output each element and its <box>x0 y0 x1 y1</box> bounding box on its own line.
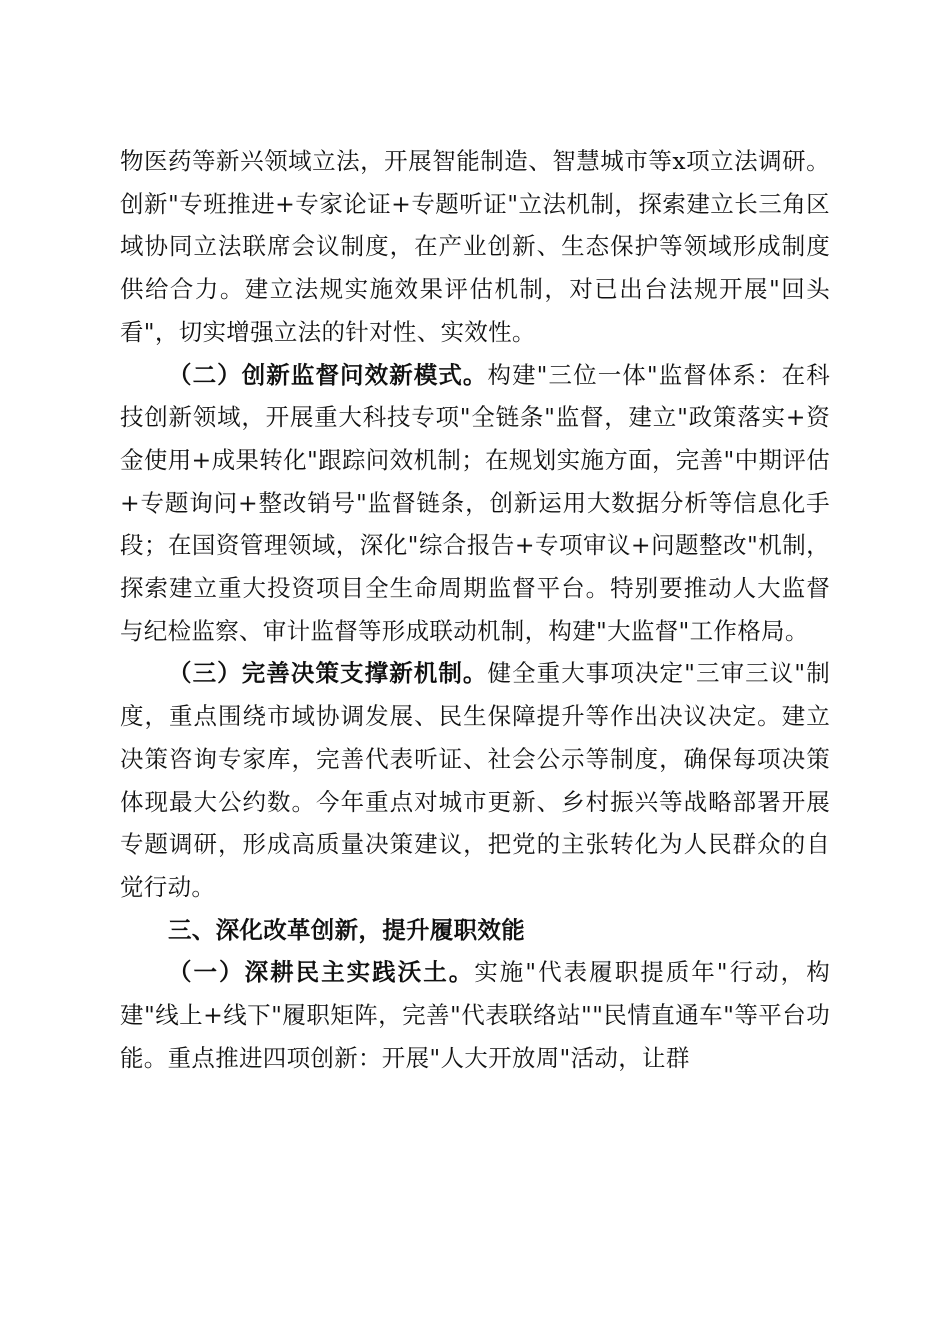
paragraph-lead-democracy: （一）深耕民主实践沃土。 <box>168 958 475 987</box>
section-heading-reform: 三、深化改革创新，提升履职效能 <box>168 915 525 944</box>
paragraph-text: 健全重大事项决定"三审三议"制度，重点围绕市域协调发展、民生保障提升等作出决议决定。建立决策咨询专家库，完善代表听证、社会公示等制度，确保每项决策体现最大公约数。今年重点对城市更新、乡村振兴等战略部署开展专题调研，形成高质量决策建议，把党的主张转化为人民群众的自觉行动。 <box>120 659 830 901</box>
paragraph-lead-decision: （三）完善决策支撑新机制。 <box>168 659 488 688</box>
paragraph-legislation-continued <box>120 140 830 354</box>
paragraph-text: 物医药等新兴领域立法，开展智能制造、智慧城市等x项立法调研。创新"专班推进+专家论证+专题听证"立法机制，探索建立长三角区域协同立法联席会议制度，在产业创新、生态保护等领域形成制度供给合力。建立法规实施效果评估机制，对已出台法规开展"回头看"，切实增强立法的针对性、实效性。 <box>120 147 830 346</box>
document-body <box>120 140 830 1079</box>
paragraph-decision <box>120 652 830 908</box>
paragraph-democracy <box>120 951 830 1079</box>
paragraph-text: 实施"代表履职提质年"行动，构建"线上+线下"履职矩阵，完善"代表联络站""民情直通车"等平台功能。重点推进四项创新：开展"人大开放周"活动，让群 <box>120 958 830 1072</box>
paragraph-supervision <box>120 354 830 653</box>
paragraph-text: 构建"三位一体"监督体系：在科技创新领域，开展重大科技专项"全链条"监督，建立"政策落实+资金使用+成果转化"跟踪问效机制；在规划实施方面，完善"中期评估+专题询问+整改销号"监督链条，创新运用大数据分析等信息化手段；在国资管理领域，深化"综合报告+专项审议+问题整改"机制，探索建立重大投资项目全生命周期监督平台。特别要推动人大监督与纪检监察、审计监督等形成联动机制，构建"大监督"工作格局。 <box>120 360 830 645</box>
paragraph-lead-supervision: （二）创新监督问效新模式。 <box>168 360 488 389</box>
